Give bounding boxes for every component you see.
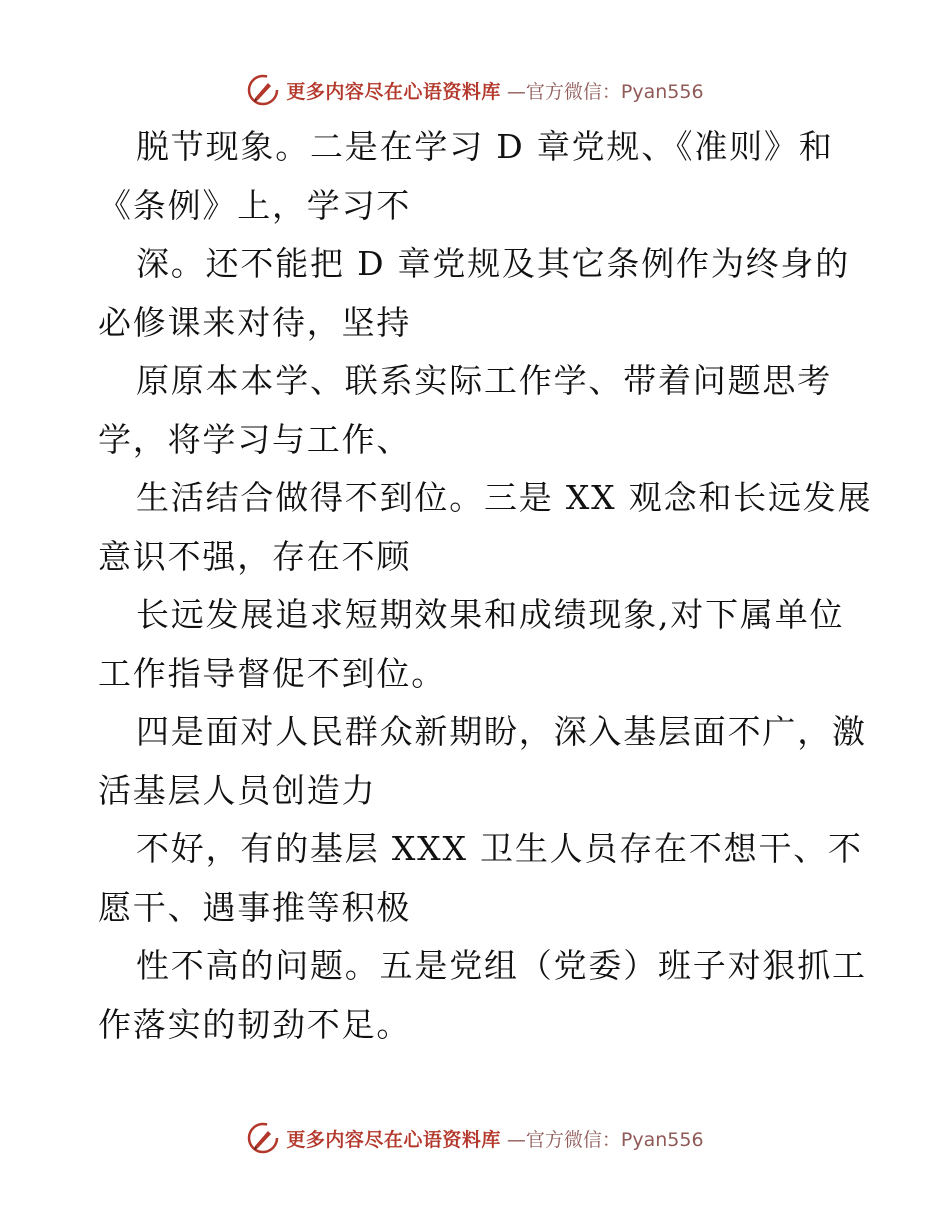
body-line: 原原本本学、联系实际工作学、带着问题思考 [136,361,832,400]
body-line: 活基层人员创造力 [98,770,377,810]
body-line: 长远发展追求短期效果和成绩现象,对下属单位 [136,595,845,634]
pen-logo-icon [246,1121,280,1155]
header-banner-contact: —官方微信：Pyan556 [506,80,704,103]
body-line: 工作指导督促不到位。 [98,653,446,693]
body-line: 深。还不能把 D 章党规及其它条例作为终身的 [136,244,851,283]
body-line: 意识不强，存在不顾 [98,536,412,576]
body-line: 脱节现象。二是在学习 D 章党规、《准则》和 [136,127,834,166]
pen-logo-icon [246,73,280,107]
document-body [98,118,878,1054]
body-line: 《条例》上，学习不 [98,185,412,225]
header-banner [0,70,950,110]
footer-banner-title: 更多内容尽在心语资料库 [286,1128,501,1151]
body-line: 愿干、遇事推等积极 [98,887,412,927]
body-line: 性不高的问题。五是党组（党委）班子对狠抓工 [136,946,867,985]
body-line: 不好，有的基层 XXX 卫生人员存在不想干、不 [136,829,863,868]
body-line: 作落实的韧劲不足。 [98,1004,412,1044]
body-line: 学，将学习与工作、 [98,419,412,459]
body-line: 必修课来对待，坚持 [98,302,412,342]
body-line: 生活结合做得不到位。三是 XX 观念和长远发展 [136,478,873,517]
footer-banner-contact: —官方微信：Pyan556 [506,1128,704,1151]
header-banner-title: 更多内容尽在心语资料库 [286,80,501,103]
footer-banner [0,1118,950,1158]
body-line: 四是面对人民群众新期盼，深入基层面不广，激 [136,712,867,751]
